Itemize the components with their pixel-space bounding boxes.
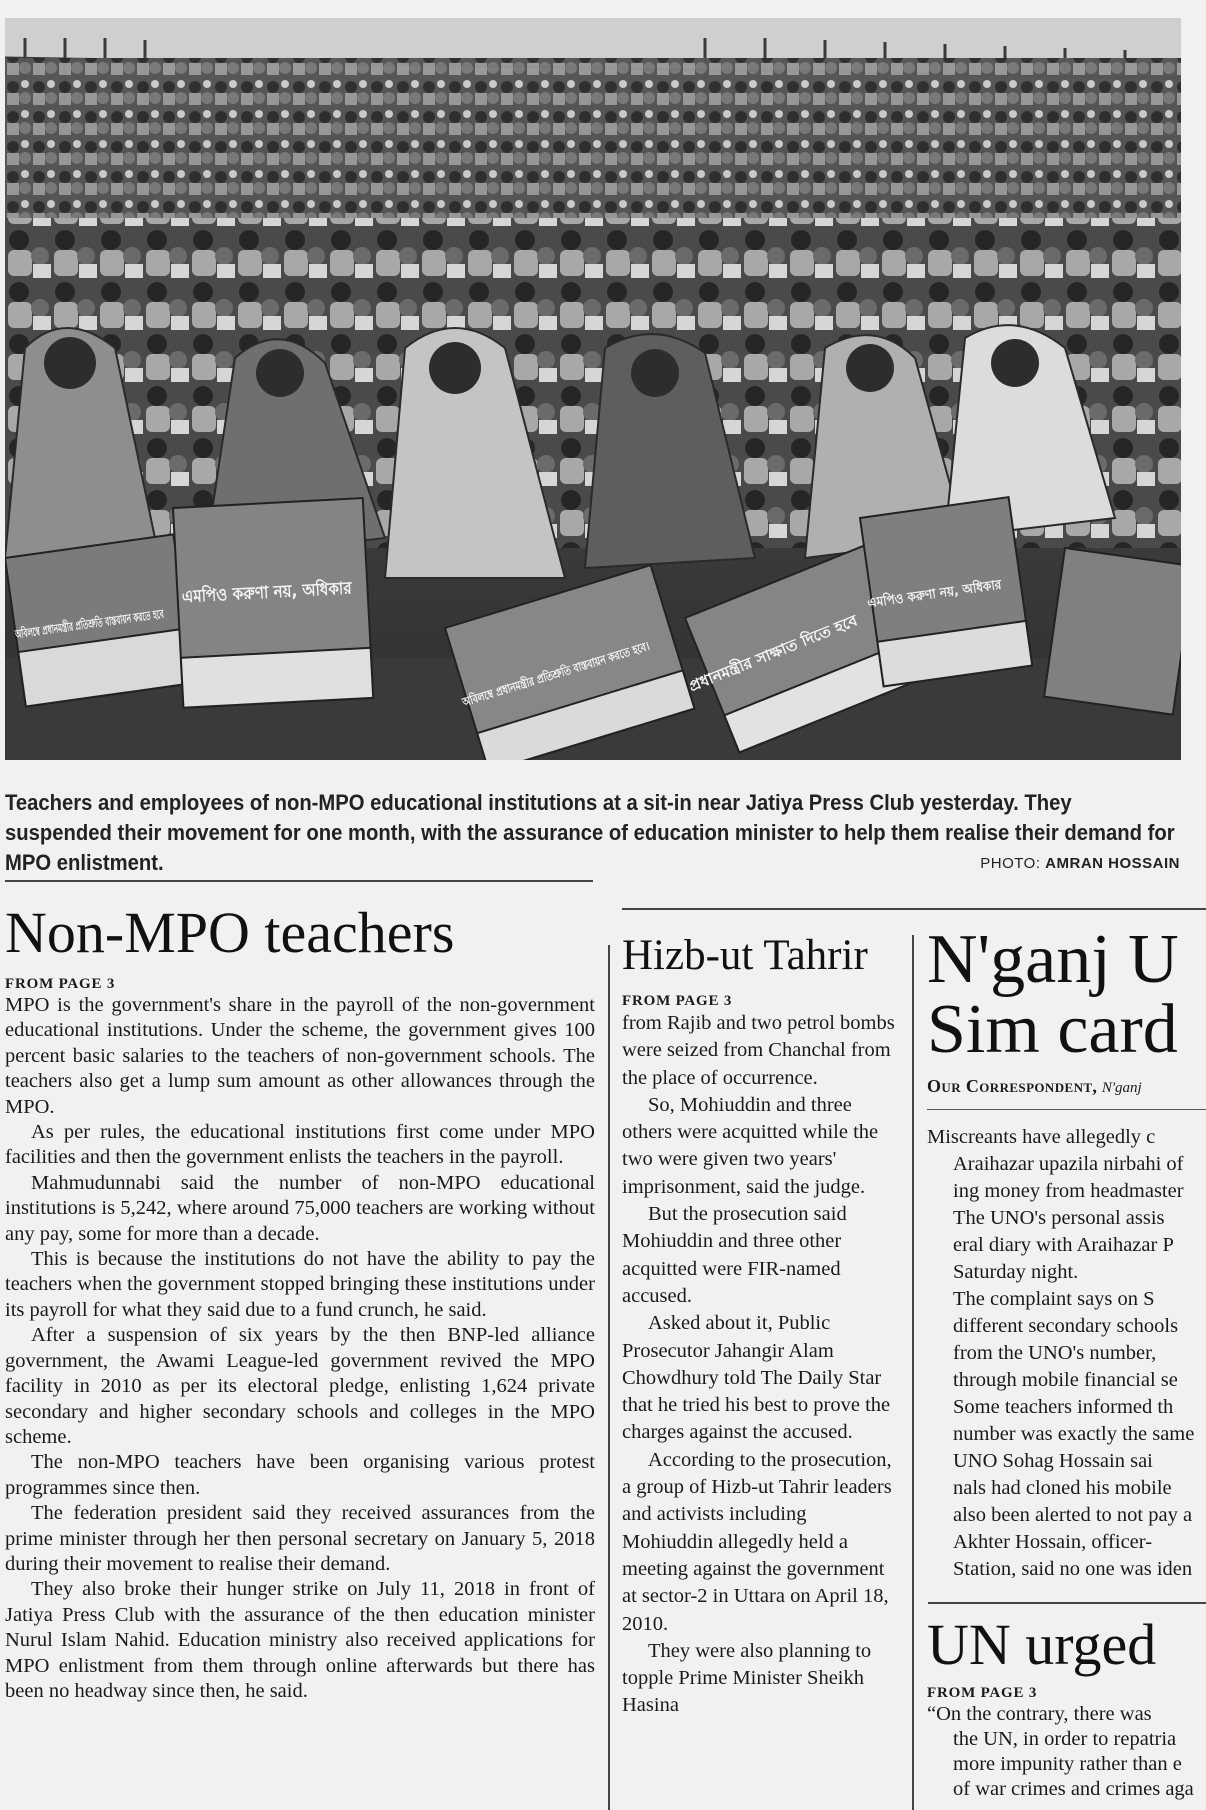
article-kicker: FROM PAGE 3 [5,976,116,992]
article-line: nals had cloned his mobile [953,1477,1172,1499]
byline-rule [927,1109,1206,1110]
article-headline: UN urged [927,1612,1157,1677]
article-line: of war crimes and crimes aga [953,1778,1194,1800]
protest-photo-graphic [5,18,1181,760]
article-body [5,993,595,1704]
article-line: the UN, in order to repatria [953,1728,1177,1750]
article-line: Saturday night. [953,1261,1079,1283]
placard-2-text: এমপিও করুণা নয়, অধিকার [181,577,374,608]
caption-divider-left [5,880,593,882]
article-line: Some teachers informed th [953,1396,1174,1418]
article-paragraph: Asked about it, Public Prosecutor Jahangir Alam Chowdhury told The Daily Star that he tried his best to prove the charges against the accused. [622,1312,891,1444]
article-line: ing money from headmaster [953,1180,1184,1202]
byline-label: Our Correspondent, [927,1076,1098,1096]
article-paragraph: They also broke their hunger strike on July 11, 2018 in front of Jatiya Press Club with the assurance of the then education minister Nurul Islam Nahid. Education ministry also received applications for MPO enlistment from them through online afterwards but there has been no headway since then, he said. [5,1578,595,1702]
caption-divider-right [622,908,1206,910]
article-line: more impunity rather than e [953,1753,1182,1775]
article-body [927,1124,1206,1583]
placard-3-text: অবিলম্বে প্রধানমন্ত্রীর প্রতিশ্রুতি বাস্তবায়ন করতে হবে। [460,621,707,710]
article-headline-line-2: Sim card [927,991,1178,1068]
article-paragraph: MPO is the government's share in the payroll of the non-government educational institutions. Under the scheme, the government gives 100 percent basic salaries to the teachers of non-government schools. The teachers also get a lump sum amount as other allowances through the MPO. [5,994,595,1118]
article-kicker: FROM PAGE 3 [622,993,733,1009]
news-photo [5,18,1181,760]
article-headline-line-1: N'ganj U [927,925,1179,998]
photo-caption: Teachers and employees of non-MPO educational institutions at a sit-in near Jatiya Press Club yesterday. They suspended their movement for one month, with the assurance of education minister to help them realise their demand for MPO enlistment. [5,790,1175,875]
article-body [927,1702,1206,1802]
article-line: Akhter Hossain, officer- [953,1531,1153,1553]
article-byline [927,1075,1206,1099]
article-divider [928,1602,1206,1604]
article-line: from the UNO's number, [953,1342,1157,1364]
photo-credit-label: PHOTO: [980,855,1041,872]
article-un-urged [927,1612,1206,1810]
article-line: through mobile financial se [953,1369,1178,1391]
article-kicker: FROM PAGE 3 [927,1685,1038,1701]
article-paragraph: The federation president said they received assurances from the prime minister through her then personal secretary on January 5, 2018 during their movement to realise their demand. [5,1502,595,1575]
placard-5-text: এমপিও করুণা নয়, অধিকার [866,576,1014,612]
article-line: The UNO's personal assis [953,1207,1165,1229]
article-line: “On the contrary, there was [927,1703,1152,1725]
article-line: eral diary with Araihazar P [953,1234,1174,1256]
article-line: The complaint says on S [953,1288,1155,1310]
article-line: number was exactly the same [953,1423,1195,1445]
article-body [622,1010,897,1720]
byline-place: N'ganj [1101,1080,1142,1096]
article-paragraph: After a suspension of six years by the then BNP-led alliance government, the Awami League-led government revived the MPO facility in 2010 as per its electoral pledge, enlisting 1,624 private secondary and higher secondary schools and colleges in the MPO scheme. [5,1324,595,1448]
article-hizb-ut-tahrir [622,930,897,1810]
article-nganj-sim-card [927,925,1206,1585]
placard-1-text: অবিলম্বে প্রধানমন্ত্রীর প্রতিশ্রুতি বাস্তবায়ন করতে হবে [14,592,263,642]
article-line: UNO Sohag Hossain sai [953,1450,1153,1472]
article-headline: Hizb-ut Tahrir [622,932,868,979]
article-paragraph: So, Mohiuddin and three others were acquitted while the two were given two years' imprisonment, said the judge. [622,1093,879,1198]
photo-credit [980,855,1180,872]
article-line: also been alerted to not pay a [953,1504,1193,1526]
photo-credit-name: AMRAN HOSSAIN [1045,855,1180,872]
placard-4-text: প্রধানমন্ত্রীর সাক্ষাত দিতে হবে [686,613,855,696]
article-paragraph: from Rajib and two petrol bombs were seized from Chanchal from the place of occurrence. [622,1012,895,1089]
column-rule-2 [912,935,914,1810]
article-paragraph: Mahmudunnabi said the number of non-MPO educational institutions is 5,242, where around 75,000 teachers are working without any pay, some for more than a decade. [5,1171,595,1245]
article-paragraph: But the prosecution said Mohiuddin and three other acquitted were FIR-named accused. [622,1203,847,1307]
article-paragraph: As per rules, the educational institutions first come under MPO facilities and then the government enlists the teachers in the payroll. [5,1121,595,1169]
article-paragraph: The non-MPO teachers have been organising various protest programmes since then. [5,1451,595,1499]
article-line: Miscreants have allegedly c [927,1126,1156,1148]
article-paragraph: This is because the institutions do not have the ability to pay the teachers when the government stopped bringing these institutions under its payroll for what they said due to a fund crunch, he said. [5,1248,595,1321]
article-line: different secondary schools [953,1315,1179,1337]
article-line: Araihazar upazila nirbahi of [953,1153,1184,1175]
article-headline: Non-MPO teachers [5,900,455,965]
article-line: Station, said no one was iden [953,1558,1193,1580]
article-paragraph: According to the prosecution, a group of Hizb-ut Tahrir leaders and activists including Mohiuddin allegedly held a meeting against the government at sector-2 in Uttara on April 18, 2010. [622,1448,892,1635]
article-paragraph: They were also planning to topple Prime Minister Sheikh Hasina [622,1639,872,1717]
article-non-mpo-teachers [5,900,595,1810]
column-rule-1 [608,945,610,1810]
